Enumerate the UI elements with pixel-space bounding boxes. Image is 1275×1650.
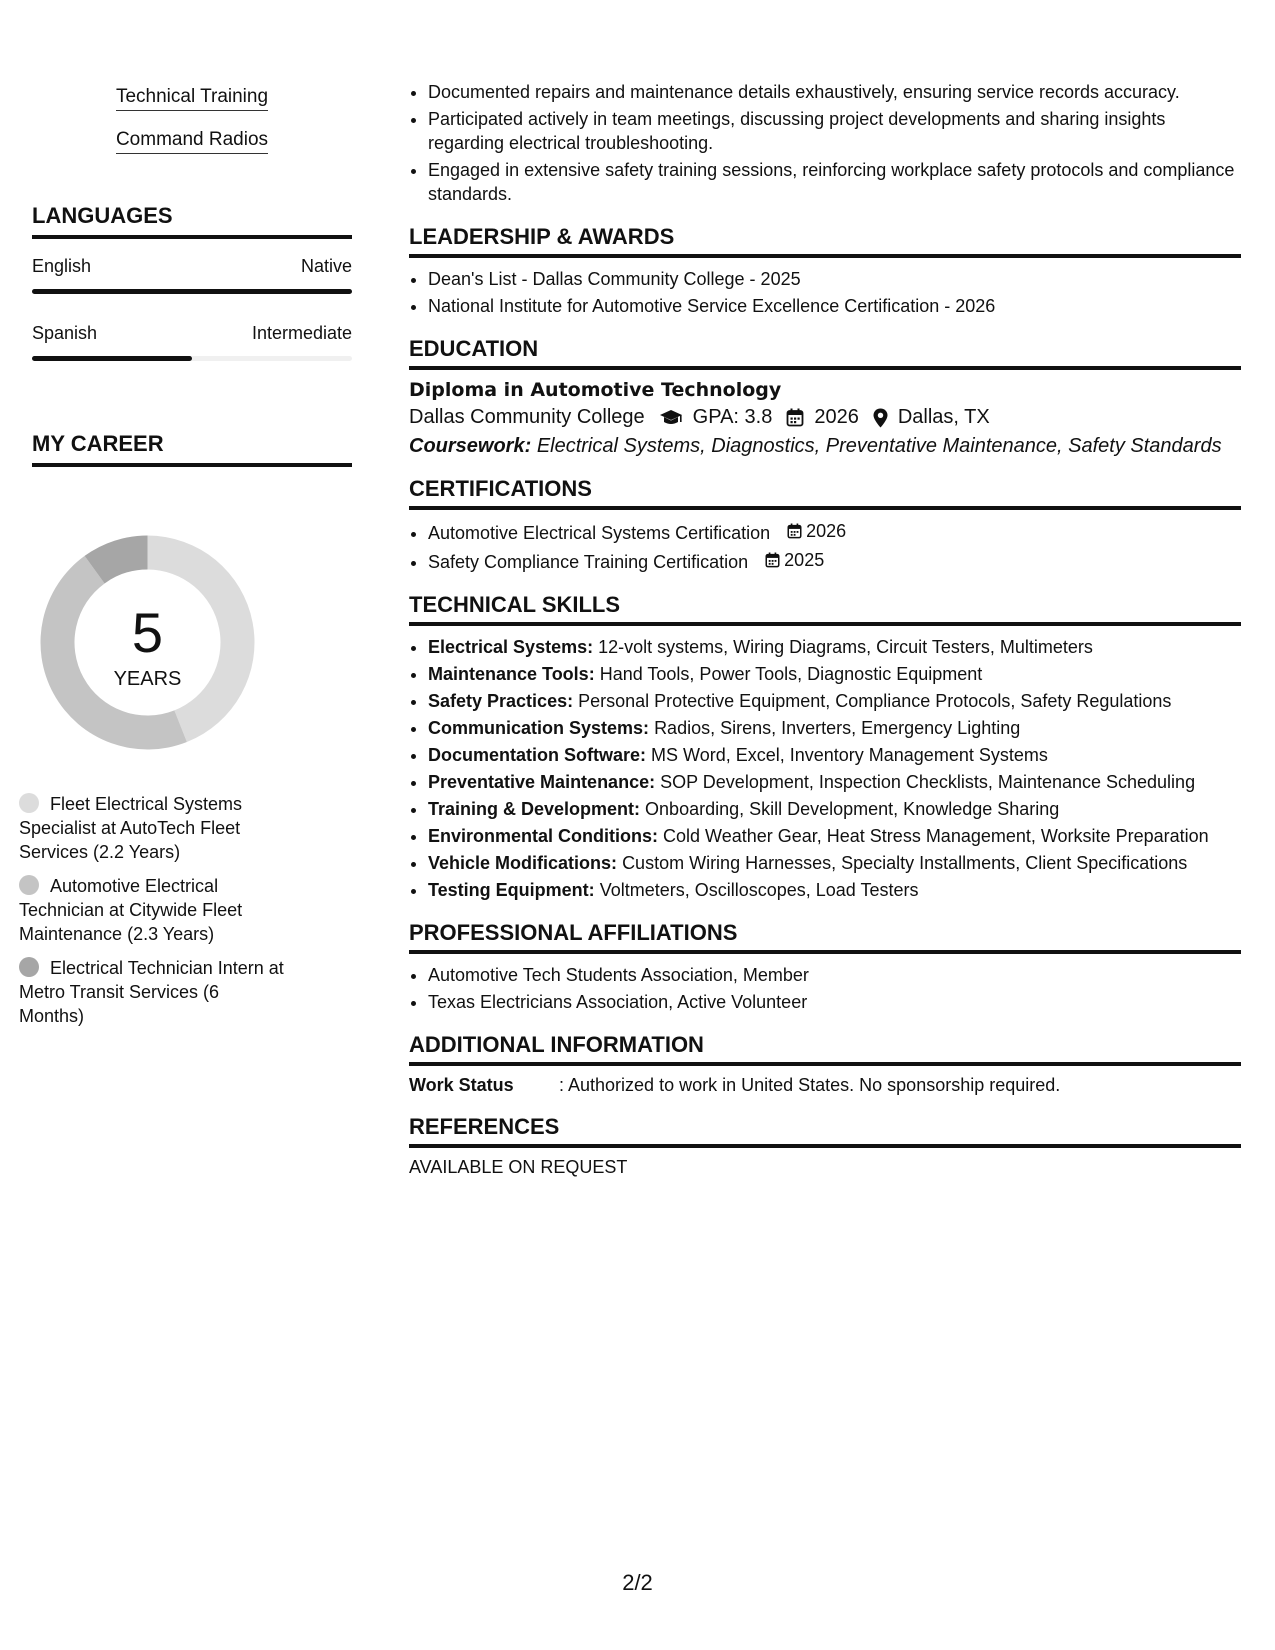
language-name: Spanish — [32, 323, 98, 343]
certification-year-wrap — [787, 519, 846, 543]
education-year: 2026 — [814, 406, 859, 428]
career-item-text: Electrical Technician Intern at Metro Transit Services (6 Months) — [19, 958, 284, 1026]
skill-item — [428, 662, 1241, 686]
work-status-row — [409, 1075, 1241, 1096]
skill-value: Custom Wiring Harnesses, Specialty Installments, Client Specifications — [622, 853, 1188, 873]
education-heading: EDUCATION — [409, 336, 1241, 370]
skill-item — [428, 689, 1241, 713]
technical-skills-heading: TECHNICAL SKILLS — [409, 592, 1241, 626]
right-column — [409, 80, 1241, 1178]
career-item — [19, 956, 289, 1028]
skill-tag: Command Radios — [116, 129, 268, 154]
education-location: Dallas, TX — [897, 406, 990, 428]
skill-label: Safety Practices: — [428, 691, 574, 711]
career-total-unit: YEARS — [113, 668, 182, 690]
experience-bullet: • Documented repairs and maintenance details exhaustively, ensuring service records accuracy. — [428, 80, 1241, 104]
career-item — [19, 874, 289, 946]
certification-year: 2026 — [806, 521, 847, 541]
skill-value: 12-volt systems, Wiring Diagrams, Circuit Testers, Multimeters — [598, 637, 1093, 657]
skill-value: MS Word, Excel, Inventory Management Systems — [651, 745, 1048, 765]
career-item-text: Automotive Electrical Technician at Citywide Fleet Maintenance (2.3 Years) — [19, 876, 243, 944]
career-item — [19, 792, 289, 864]
skill-value: Personal Protective Equipment, Compliance Protocols, Safety Regulations — [578, 691, 1172, 711]
career-list — [19, 792, 289, 1038]
education-coursework — [409, 435, 1241, 458]
skill-label: Documentation Software: — [428, 745, 647, 765]
skill-tag: Technical Training — [116, 86, 268, 111]
affiliations-heading: PROFESSIONAL AFFILIATIONS — [409, 920, 1241, 954]
work-status-value: : Authorized to work in United States. No sponsorship required. — [559, 1075, 1061, 1095]
graduation-cap-icon — [659, 409, 683, 427]
language-bar-fill — [32, 289, 352, 294]
education-details — [409, 406, 1241, 429]
career-legend-dot — [19, 793, 39, 813]
skill-item — [428, 797, 1241, 821]
certifications-list — [409, 519, 1241, 574]
education-school: Dallas Community College — [409, 406, 645, 428]
skill-value: Radios, Sirens, Inverters, Emergency Lighting — [654, 718, 1021, 738]
page-number: 2/2 — [622, 1570, 653, 1595]
education-degree: Diploma in Automotive Technology — [409, 379, 782, 401]
references-text: AVAILABLE ON REQUEST — [409, 1157, 628, 1177]
experience-bullets — [409, 80, 1241, 206]
additional-info-heading: ADDITIONAL INFORMATION — [409, 1032, 1241, 1066]
skill-item — [428, 824, 1241, 848]
leadership-item: • National Institute for Automotive Service Excellence Certification - 2026 — [428, 294, 1241, 318]
certification-year: 2025 — [784, 550, 825, 570]
experience-bullet: • Participated actively in team meetings, discussing project developments and sharing insights regarding electrical troubleshooting. — [428, 107, 1241, 155]
certification-year-wrap — [765, 548, 824, 572]
career-legend-dot — [19, 957, 39, 977]
skill-item — [428, 716, 1241, 740]
skill-tags — [32, 86, 352, 172]
skill-label: Electrical Systems: — [428, 637, 594, 657]
affiliations-list — [409, 963, 1241, 1014]
technical-skills-list — [409, 635, 1241, 902]
skill-item — [428, 743, 1241, 767]
certification-name: Safety Compliance Training Certification — [428, 552, 749, 572]
references-heading: REFERENCES — [409, 1114, 1241, 1148]
leadership-list — [409, 267, 1241, 318]
skill-value: Onboarding, Skill Development, Knowledge Sharing — [645, 799, 1060, 819]
education-gpa-wrap — [659, 406, 773, 429]
skill-label: Preventative Maintenance: — [428, 772, 656, 792]
experience-bullet: • Engaged in extensive safety training sessions, reinforcing workplace safety protocols and compliance standards. — [428, 158, 1241, 206]
skill-value: SOP Development, Inspection Checklists, Maintenance Scheduling — [660, 772, 1196, 792]
career-heading: MY CAREER — [32, 431, 352, 467]
languages-heading: LANGUAGES — [32, 203, 352, 239]
skill-label: Maintenance Tools: — [428, 664, 595, 684]
location-pin-icon — [873, 408, 888, 428]
skill-item — [428, 770, 1241, 794]
language-level: Native — [300, 256, 352, 276]
career-donut-chart — [35, 530, 260, 755]
language-level: Intermediate — [251, 323, 352, 343]
education-location-wrap — [873, 406, 990, 429]
skill-item — [428, 878, 1241, 902]
career-total-years: 5 — [131, 601, 164, 664]
skill-label: Testing Equipment: — [428, 880, 595, 900]
leadership-heading: LEADERSHIP & AWARDS — [409, 224, 1241, 258]
coursework-label: Coursework: — [409, 435, 532, 457]
education-year-wrap — [786, 406, 859, 429]
language-bar — [32, 289, 352, 294]
certification-item — [428, 519, 1241, 545]
language-bar-fill — [32, 356, 192, 361]
coursework-text: Electrical Systems, Diagnostics, Preventative Maintenance, Safety Standards — [536, 435, 1222, 457]
certification-item — [428, 548, 1241, 574]
affiliation-item: • Automotive Tech Students Association, Member — [428, 963, 1241, 987]
certification-name: Automotive Electrical Systems Certification — [428, 523, 771, 543]
skill-item — [428, 635, 1241, 659]
career-item-text: Fleet Electrical Systems Specialist at AutoTech Fleet Services (2.2 Years) — [19, 794, 243, 862]
skill-value: Hand Tools, Power Tools, Diagnostic Equipment — [599, 664, 983, 684]
certifications-heading: CERTIFICATIONS — [409, 476, 1241, 510]
skill-label: Communication Systems: — [428, 718, 650, 738]
calendar-icon — [765, 552, 780, 568]
calendar-icon — [786, 408, 804, 427]
skill-item — [428, 851, 1241, 875]
skill-value: Voltmeters, Oscilloscopes, Load Testers — [599, 880, 919, 900]
leadership-item: • Dean's List - Dallas Community College - 2025 — [428, 267, 1241, 291]
skill-label: Environmental Conditions: — [428, 826, 659, 846]
skill-label: Training & Development: — [428, 799, 641, 819]
skill-value: Cold Weather Gear, Heat Stress Management, Worksite Preparation — [663, 826, 1209, 846]
language-name: English — [32, 256, 92, 276]
work-status-label: Work Status — [409, 1075, 514, 1095]
calendar-icon — [787, 523, 802, 539]
education-gpa: GPA: 3.8 — [692, 406, 773, 428]
career-legend-dot — [19, 875, 39, 895]
language-bar — [32, 356, 352, 361]
skill-label: Vehicle Modifications: — [428, 853, 618, 873]
affiliation-item: • Texas Electricians Association, Active Volunteer — [428, 990, 1241, 1014]
